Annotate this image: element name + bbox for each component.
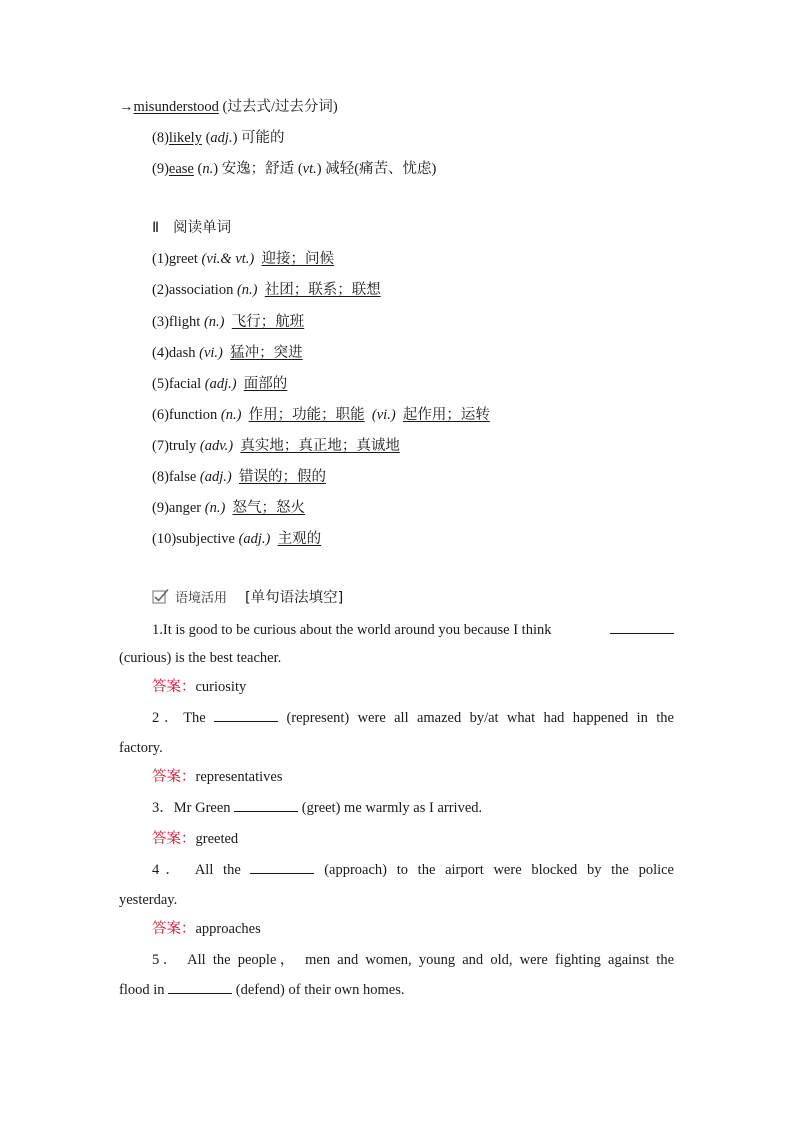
part-of-speech: n. [202, 161, 214, 177]
paren: ) [213, 161, 219, 177]
reading-word-item [152, 249, 334, 269]
word-label: (5)facial [152, 376, 205, 392]
section-title: 阅读单词 [173, 220, 232, 236]
reading-word-item [152, 374, 287, 394]
fill-blank [610, 620, 674, 634]
vocab-word: misunderstood [133, 99, 219, 115]
answer-label: 答案： [152, 921, 196, 937]
word-meaning: 主观的 [277, 531, 322, 547]
word-label: (2)association [152, 282, 237, 298]
part-of-speech: adj. [210, 130, 233, 146]
question-text: (greet) me warmly as I arrived. [298, 800, 483, 816]
word-meaning: 面部的 [243, 376, 288, 392]
exercise-header [152, 588, 343, 609]
word-meaning: 猛冲；突进 [230, 345, 303, 361]
word-meaning: 社团；联系；联想 [264, 282, 381, 298]
answer-label: 答案： [152, 831, 196, 847]
question-2 [152, 708, 674, 728]
part-of-speech: (adj.) [199, 469, 232, 485]
vocab-meaning: 可能的 [237, 130, 285, 146]
part-of-speech: (n.) [220, 407, 242, 423]
paren: ( [294, 161, 303, 177]
question-text: 4． All the [152, 862, 251, 878]
reading-word-item [152, 280, 381, 300]
vocab-meaning: 安逸；舒适 [218, 161, 295, 177]
arrow-icon: → [119, 99, 134, 115]
word-label: (7)truly [152, 438, 200, 454]
answer-4 [152, 919, 261, 939]
section-heading-reading-words [152, 218, 231, 238]
vocab-item-likely [152, 128, 285, 148]
paren: ) [232, 130, 238, 146]
paren: ( [201, 130, 211, 146]
reading-word-item [152, 529, 321, 549]
paren: ( [193, 161, 203, 177]
part-of-speech: (n.) [204, 500, 226, 516]
question-text: 1.It is good to be curious about the world around you because I think [152, 622, 552, 638]
question-text: 2．The [152, 710, 215, 726]
question-text: yesterday. [119, 892, 178, 908]
reading-word-item [152, 343, 303, 363]
vocab-item-ease [152, 159, 436, 179]
question-text: flood in [119, 982, 169, 998]
word-meaning: 迎接；问候 [261, 251, 335, 267]
question-text: (curious) is the best teacher. [119, 650, 282, 666]
word-label: (6)function [152, 407, 221, 423]
answer-text: curiosity [195, 679, 247, 695]
word-meaning: 怒气；怒火 [232, 500, 306, 516]
exercise-title: [单句语法填空] [245, 590, 344, 606]
question-1-cont [119, 648, 281, 668]
vocab-number: (8) [152, 130, 169, 146]
vocab-word: ease [168, 161, 194, 177]
question-4 [152, 860, 674, 880]
vocab-note: (过去式/过去分词) [218, 99, 338, 115]
word-meaning: 飞行；航班 [231, 314, 305, 330]
word-label: (1)greet [152, 251, 202, 267]
answer-label: 答案： [152, 679, 196, 695]
word-meaning: 起作用；运转 [402, 407, 490, 423]
question-5-cont [119, 980, 404, 1000]
question-3 [152, 798, 482, 818]
question-4-cont [119, 890, 177, 910]
question-2-cont [119, 738, 163, 758]
reading-word-item [152, 436, 400, 456]
reading-word-item [152, 312, 304, 332]
word-meaning: 真实地；真正地；真诚地 [240, 438, 400, 454]
part-of-speech: (adj.) [204, 376, 237, 392]
section-roman-numeral: Ⅱ [152, 220, 160, 236]
fill-blank [168, 980, 232, 994]
word-label: (4)dash [152, 345, 200, 361]
question-5 [152, 950, 674, 970]
reading-word-item [152, 498, 305, 518]
answer-2 [152, 767, 282, 787]
part-of-speech: (adv.) [199, 438, 234, 454]
fill-blank [250, 860, 314, 874]
answer-text: greeted [195, 831, 239, 847]
part-of-speech: (vi.) [371, 407, 396, 423]
question-text: (defend) of their own homes. [232, 982, 405, 998]
answer-3 [152, 829, 238, 849]
word-label: (3)flight [152, 314, 204, 330]
question-text: (represent) were all amazed by/at what had happened in the [278, 710, 674, 726]
vocab-meaning: 减轻(痛苦、忧虑) [321, 161, 437, 177]
word-label: (9)anger [152, 500, 205, 516]
question-1 [152, 620, 674, 640]
part-of-speech: (n.) [236, 282, 258, 298]
word-meaning: 作用；功能；职能 [248, 407, 365, 423]
part-of-speech: (n.) [203, 314, 225, 330]
question-text: (approach) to the airport were blocked by the police [314, 862, 674, 878]
part-of-speech: (vi.) [199, 345, 223, 361]
answer-label: 答案： [152, 769, 196, 785]
misunderstood-line [119, 97, 338, 117]
answer-text: representatives [195, 769, 283, 785]
question-text: 3．Mr Green [152, 800, 235, 816]
checkbox-check-icon [152, 588, 170, 604]
answer-1 [152, 677, 246, 697]
word-label: (10)subjective [152, 531, 239, 547]
reading-word-item [152, 405, 490, 425]
reading-word-item [152, 467, 326, 487]
vocab-word: likely [168, 130, 202, 146]
question-text: 5． All the people， men and women, young and old, were fighting against the [152, 952, 674, 968]
fill-blank [234, 798, 298, 812]
word-label: (8)false [152, 469, 200, 485]
vocab-number: (9) [152, 161, 169, 177]
answer-text: approaches [195, 921, 261, 937]
part-of-speech: (adj.) [238, 531, 271, 547]
word-meaning: 错误的；假的 [238, 469, 326, 485]
part-of-speech: (vi.& vt.) [201, 251, 255, 267]
part-of-speech: vt. [302, 161, 317, 177]
paren: ) [316, 161, 322, 177]
context-tag: 语境活用 [175, 591, 228, 606]
question-text: factory. [119, 740, 163, 756]
fill-blank [214, 708, 278, 722]
